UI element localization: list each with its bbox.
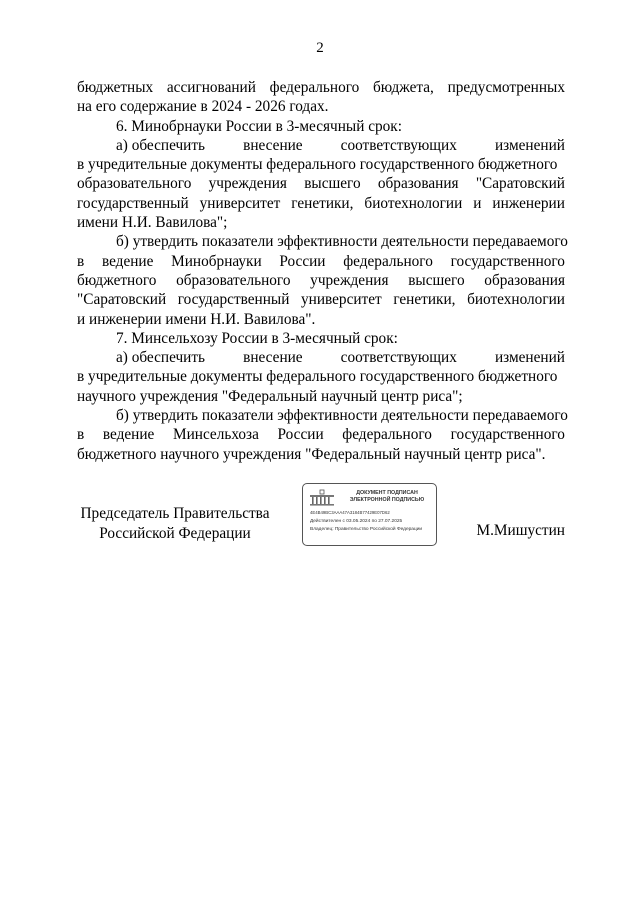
text-line (77, 329, 565, 348)
text-segment: федерального (342, 426, 432, 444)
text-segment: "Саратовский (77, 291, 167, 309)
text-segment: и (473, 194, 482, 212)
text-segment: предусмотренных (447, 79, 565, 96)
text-segment: бюджетного (77, 271, 157, 289)
page-number: 2 (316, 40, 324, 56)
text-segment: и инженерии имени Н.И. Вавилова". (77, 310, 316, 328)
stamp-title (339, 490, 435, 504)
text-line (77, 194, 565, 213)
text-segment: инженерии (492, 194, 565, 212)
text-segment: федерального (269, 79, 360, 96)
text-segment: университет (300, 291, 382, 309)
text-segment: бюджетных (77, 79, 154, 96)
text-segment: высшего (408, 271, 465, 289)
text-segment: бюджетного научного учреждения "Федеральный научный центр риса". (77, 445, 546, 463)
text-segment: биотехнологии (467, 291, 565, 309)
text-segment: внесение (243, 136, 303, 154)
government-building-icon (309, 489, 335, 506)
text-segment: 6. Минобрнауки России в 3-месячный срок: (116, 117, 402, 135)
text-segment: изменений (494, 136, 565, 154)
text-segment: образовательного (176, 271, 291, 289)
text-segment: в (77, 252, 85, 270)
text-segment: Минобрнауки (171, 252, 262, 270)
text-line (77, 213, 565, 232)
text-segment: на его содержание в 2024 - 2026 годах. (77, 98, 329, 116)
text-segment: соответствующих (340, 136, 457, 154)
text-segment: ведение (102, 426, 155, 444)
text-segment: соответствующих (340, 349, 457, 367)
signatory-position (75, 504, 275, 543)
text-line (77, 387, 565, 406)
text-segment: университет (199, 194, 281, 212)
text-line (77, 310, 565, 329)
text-line (77, 425, 565, 444)
text-line (77, 174, 565, 193)
signatory-name: М.Мишустин (476, 522, 565, 539)
body-text (77, 78, 568, 464)
text-line (77, 97, 565, 116)
text-segment: в учредительные документы федерального государственного бюджетного (77, 368, 558, 386)
text-line (77, 155, 565, 174)
text-segment: а) обеспечить (116, 349, 206, 367)
text-line (77, 367, 565, 386)
text-segment: б) утвердить показатели эффективности деятельности передаваемого (116, 233, 568, 251)
text-line (77, 348, 565, 367)
text-segment: федерального (343, 252, 433, 270)
text-line (77, 232, 568, 251)
text-segment: образовательного (77, 175, 192, 193)
stamp-title-line2: ЭЛЕКТРОННОЙ ПОДПИСЬЮ (349, 497, 425, 503)
text-segment: государственного (450, 426, 565, 444)
stamp-title-line1: ДОКУМЕНТ ПОДПИСАН (356, 490, 418, 496)
text-segment: б) утвердить показатели эффективности деятельности передаваемого (116, 407, 568, 425)
text-line (77, 406, 568, 425)
text-segment: в учредительные документы федерального государственного бюджетного (77, 156, 558, 174)
electronic-signature-stamp (302, 483, 437, 546)
signatory-position-line2: Российской Федерации (99, 524, 251, 542)
text-segment: внесение (243, 349, 303, 367)
text-segment: учреждения (310, 271, 389, 289)
text-segment: 7. Минсельхозу России в 3-месячный срок: (116, 329, 398, 347)
stamp-validity: Действителен с 03.05.2024 по 27.07.2025 (310, 519, 403, 524)
text-line (77, 445, 565, 464)
text-segment: "Саратовский (475, 175, 565, 193)
text-segment: образования (484, 271, 565, 289)
text-segment: России (279, 252, 326, 270)
text-segment: России (277, 426, 324, 444)
text-segment: а) обеспечить (116, 136, 206, 154)
text-segment: ассигнований (166, 79, 256, 96)
text-segment: генетики, (291, 194, 354, 212)
stamp-owner: Владелец: Правительство Российской Федерации (310, 527, 423, 532)
text-segment: высшего (304, 175, 361, 193)
text-segment: ведение (101, 252, 154, 270)
text-segment: Минсельхоза (172, 426, 259, 444)
text-segment: государственный (77, 194, 189, 212)
stamp-certificate: 4E4B49BC3AAA47A3184B77429E07D62 (310, 510, 390, 515)
text-segment: государственный (177, 291, 290, 309)
text-segment: государственного (450, 252, 565, 270)
text-segment: имени Н.И. Вавилова"; (77, 214, 228, 232)
text-line (77, 252, 565, 271)
text-line (77, 290, 565, 309)
text-line (77, 117, 565, 136)
text-segment: образования (377, 175, 459, 193)
text-segment: учреждения (208, 175, 287, 193)
text-segment: бюджета, (373, 79, 434, 96)
text-segment: генетики, (393, 291, 456, 309)
text-segment: изменений (494, 349, 565, 367)
text-line (77, 271, 565, 290)
text-line (77, 78, 565, 97)
signatory-position-line1: Председатель Правительства (80, 505, 270, 522)
text-segment: научного учреждения "Федеральный научный центр риса"; (77, 387, 463, 405)
text-line (77, 136, 565, 155)
text-segment: биотехнологии (364, 194, 463, 212)
text-segment: в (77, 426, 85, 444)
